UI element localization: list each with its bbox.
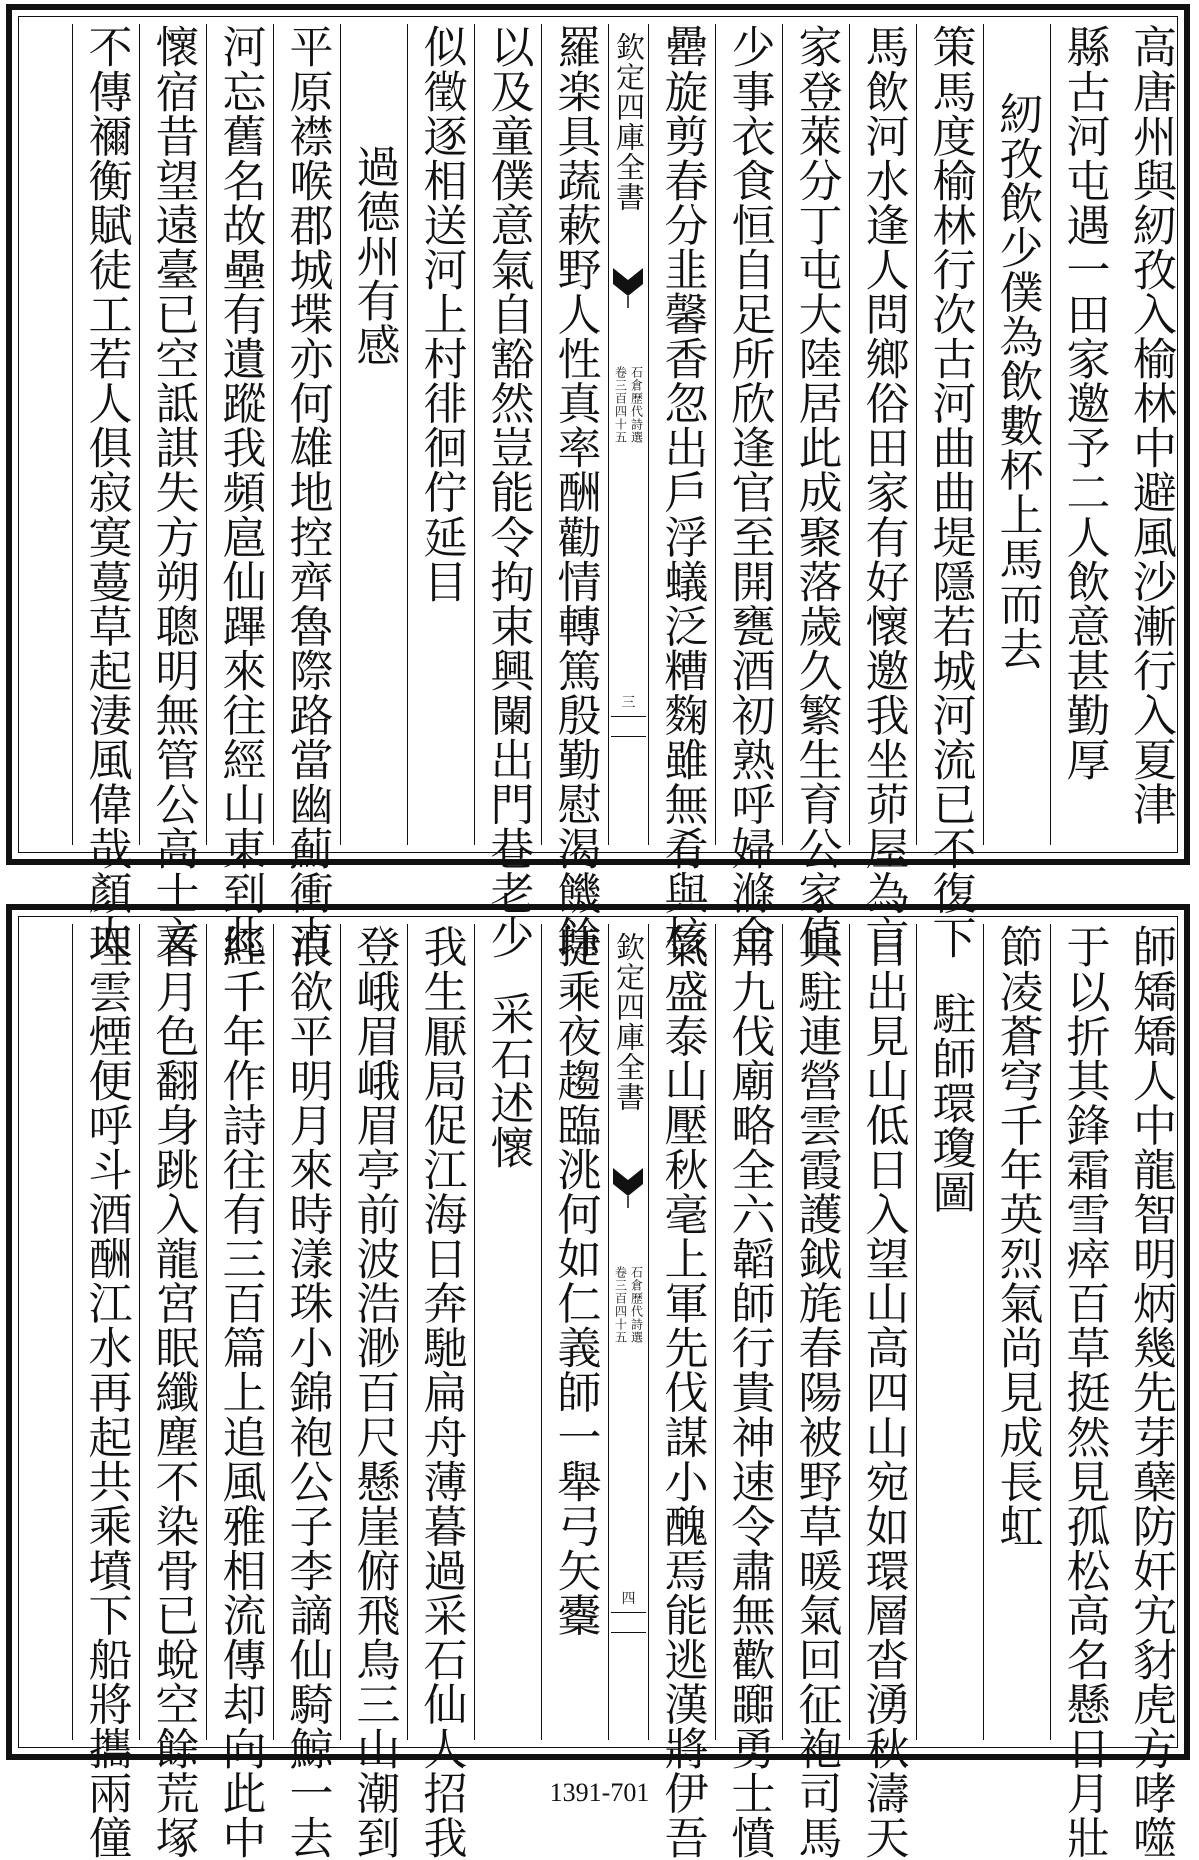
- verse-line: 于以折其鋒霜雪瘁百草挺然見孤松高名懸日月壯: [1058, 924, 1110, 1860]
- text-column: [407, 24, 474, 845]
- text-column: [916, 924, 983, 1740]
- verse-line: 不傳禰衡賦徒工若人俱寂寞蔓草起淒風偉哉顏太: [80, 24, 132, 960]
- text-column: [849, 924, 916, 1860]
- text-column: [541, 24, 608, 960]
- verse-line: 以及童僕意氣自豁然豈能令拘束興闌出門巷老少: [482, 24, 534, 960]
- text-column: [206, 924, 273, 1860]
- verse-line: 河忘舊名故壘有遺蹤我頻扈仙蹕來往經山東到此: [214, 24, 266, 960]
- section-heading: 駐師環瓊圖: [924, 991, 976, 1214]
- text-column: [340, 24, 407, 845]
- fishtail-mark-icon: [613, 1168, 643, 1208]
- verse-line: 紉孜飲少僕為飲數杯上馬而去: [991, 91, 1043, 671]
- text-column: [541, 924, 608, 1740]
- verse-line: 浪欲平明月來時漾珠小錦袍公子李謫仙騎鯨一去: [281, 924, 333, 1860]
- center-spine: [608, 924, 648, 1740]
- text-column: [474, 924, 541, 1740]
- verse-line: 我生厭局促江海日奔馳扁舟薄暮過采石仙人招我: [415, 924, 467, 1860]
- text-column: [849, 24, 916, 960]
- spine-title: 欽定四庫全書: [612, 932, 646, 1112]
- verse-line: 罍旋剪春分韭馨香忽出戶浮蟻泛糟麴雖無肴與核: [656, 24, 708, 960]
- spine-divider: [611, 1612, 646, 1613]
- spine-book-title: 石倉歷代詩選: [629, 366, 644, 444]
- spine-title: 欽定四庫全書: [612, 32, 646, 212]
- verse-line: 經千年作詩往有三百篇上追風雅相流傳却向此中: [214, 924, 266, 1860]
- verse-line: 用九伐廟略全六韜師行貴神速令肅無歡嚻勇士憤: [723, 924, 775, 1860]
- text-column: [474, 24, 541, 960]
- verse-line: 馬飲河水逢人問鄉俗田家有好懷邀我坐茆屋為言: [857, 24, 909, 960]
- text-column: [983, 924, 1050, 1740]
- spine-page-number: 四: [621, 1591, 636, 1607]
- text-column: [782, 924, 849, 1860]
- spine-divider: [611, 1632, 646, 1633]
- text-column: [1050, 24, 1117, 845]
- verse-line: 看月色翻身跳入龍宮眠纖塵不染骨已蛻空餘荒塚: [147, 924, 199, 1860]
- text-column: [72, 24, 139, 960]
- text-column: [273, 924, 340, 1860]
- verse-line: 策馬度榆林行次古河曲曲堤隱若城河流已不復下: [924, 24, 976, 960]
- verse-line: 節凌蒼穹千年英烈氣尚見成長虹: [991, 924, 1043, 1548]
- text-column: [1050, 924, 1117, 1860]
- verse-line: 少事衣食恒自足所欣逢官至開甕酒初熟呼婦滌金: [723, 24, 775, 960]
- text-column: [139, 24, 206, 960]
- upper-page: [6, 4, 1190, 960]
- spine-volume: 卷三百四十五: [613, 366, 628, 444]
- section-heading: 采石述懷: [482, 991, 534, 1170]
- text-column: [983, 24, 1050, 845]
- spine-meta: [609, 366, 648, 444]
- verse-line: 家登萊分丁屯大陸居此成聚落歲久繁生育公家值: [790, 24, 842, 960]
- text-column: [1117, 24, 1184, 845]
- text-column: [715, 924, 782, 1860]
- verse-line: 登峨眉峨眉亭前波浩渺百尺懸崖俯飛鳥三山潮到: [348, 924, 400, 1860]
- spine-divider: [611, 736, 646, 737]
- text-column: [273, 24, 340, 960]
- spine-divider: [611, 716, 646, 717]
- verse-line: 師矯矯人中龍智明炳幾先芽蘖防奸宄豺虎方哮噬: [1125, 924, 1176, 1860]
- section-heading: 過德州有感: [348, 144, 400, 367]
- text-column: [72, 924, 139, 1860]
- verse-line: 高唐州與紉孜入榆林中避風沙漸行入夏津: [1125, 24, 1176, 826]
- spine-volume: 卷三百四十五: [613, 1266, 628, 1344]
- verse-line: 氣盛泰山壓秋毫上軍先伐謀小醜焉能逃漢將伊吾: [656, 924, 708, 1860]
- fishtail-mark-icon: [613, 268, 643, 308]
- text-column: [916, 24, 983, 960]
- spine-book-title: 石倉歷代詩選: [629, 1266, 644, 1344]
- page-footer-reference: 1391-701: [549, 1778, 650, 1807]
- text-column: [206, 24, 273, 960]
- verse-line: 捷乘夜趨臨洮何如仁義師一舉弓矢櫜: [549, 924, 601, 1637]
- verse-line: 羅楽具蔬蔌野人性真率酬勸情轉篤殷勤慰渴饑餘: [549, 24, 601, 960]
- text-column: [139, 924, 206, 1860]
- verse-line: 兵駐連營雲霞護鉞旄春陽被野草暖氣回征袍司馬: [790, 924, 842, 1860]
- verse-line: 日出見山低日入望山高四山宛如環層沓湧秋濤天: [857, 924, 909, 1860]
- spine-page-number: 三: [621, 695, 636, 711]
- verse-line: 似徵逐相送河上村徘徊佇延目: [415, 24, 467, 604]
- verse-line: 埋雲煙便呼斗酒酬江水再起共乘墳下船將攜兩僮: [80, 924, 132, 1860]
- text-column: [715, 24, 782, 960]
- center-spine: [608, 24, 648, 845]
- text-column: [340, 924, 407, 1860]
- verse-line: 懷宿昔望遠臺已空詆諆失方朔聰明無管公高士文: [147, 24, 199, 960]
- text-column: [648, 924, 715, 1860]
- spine-meta: [609, 1266, 648, 1344]
- text-column: [1117, 924, 1184, 1860]
- verse-line: 平原襟喉郡城堞亦何雄地控齊魯際路當幽薊衝古: [281, 24, 333, 960]
- text-column: [407, 924, 474, 1860]
- text-column: [648, 24, 715, 960]
- verse-line: 縣古河屯遇一田家邀予二人飲意甚勤厚: [1058, 24, 1110, 782]
- text-column: [782, 24, 849, 960]
